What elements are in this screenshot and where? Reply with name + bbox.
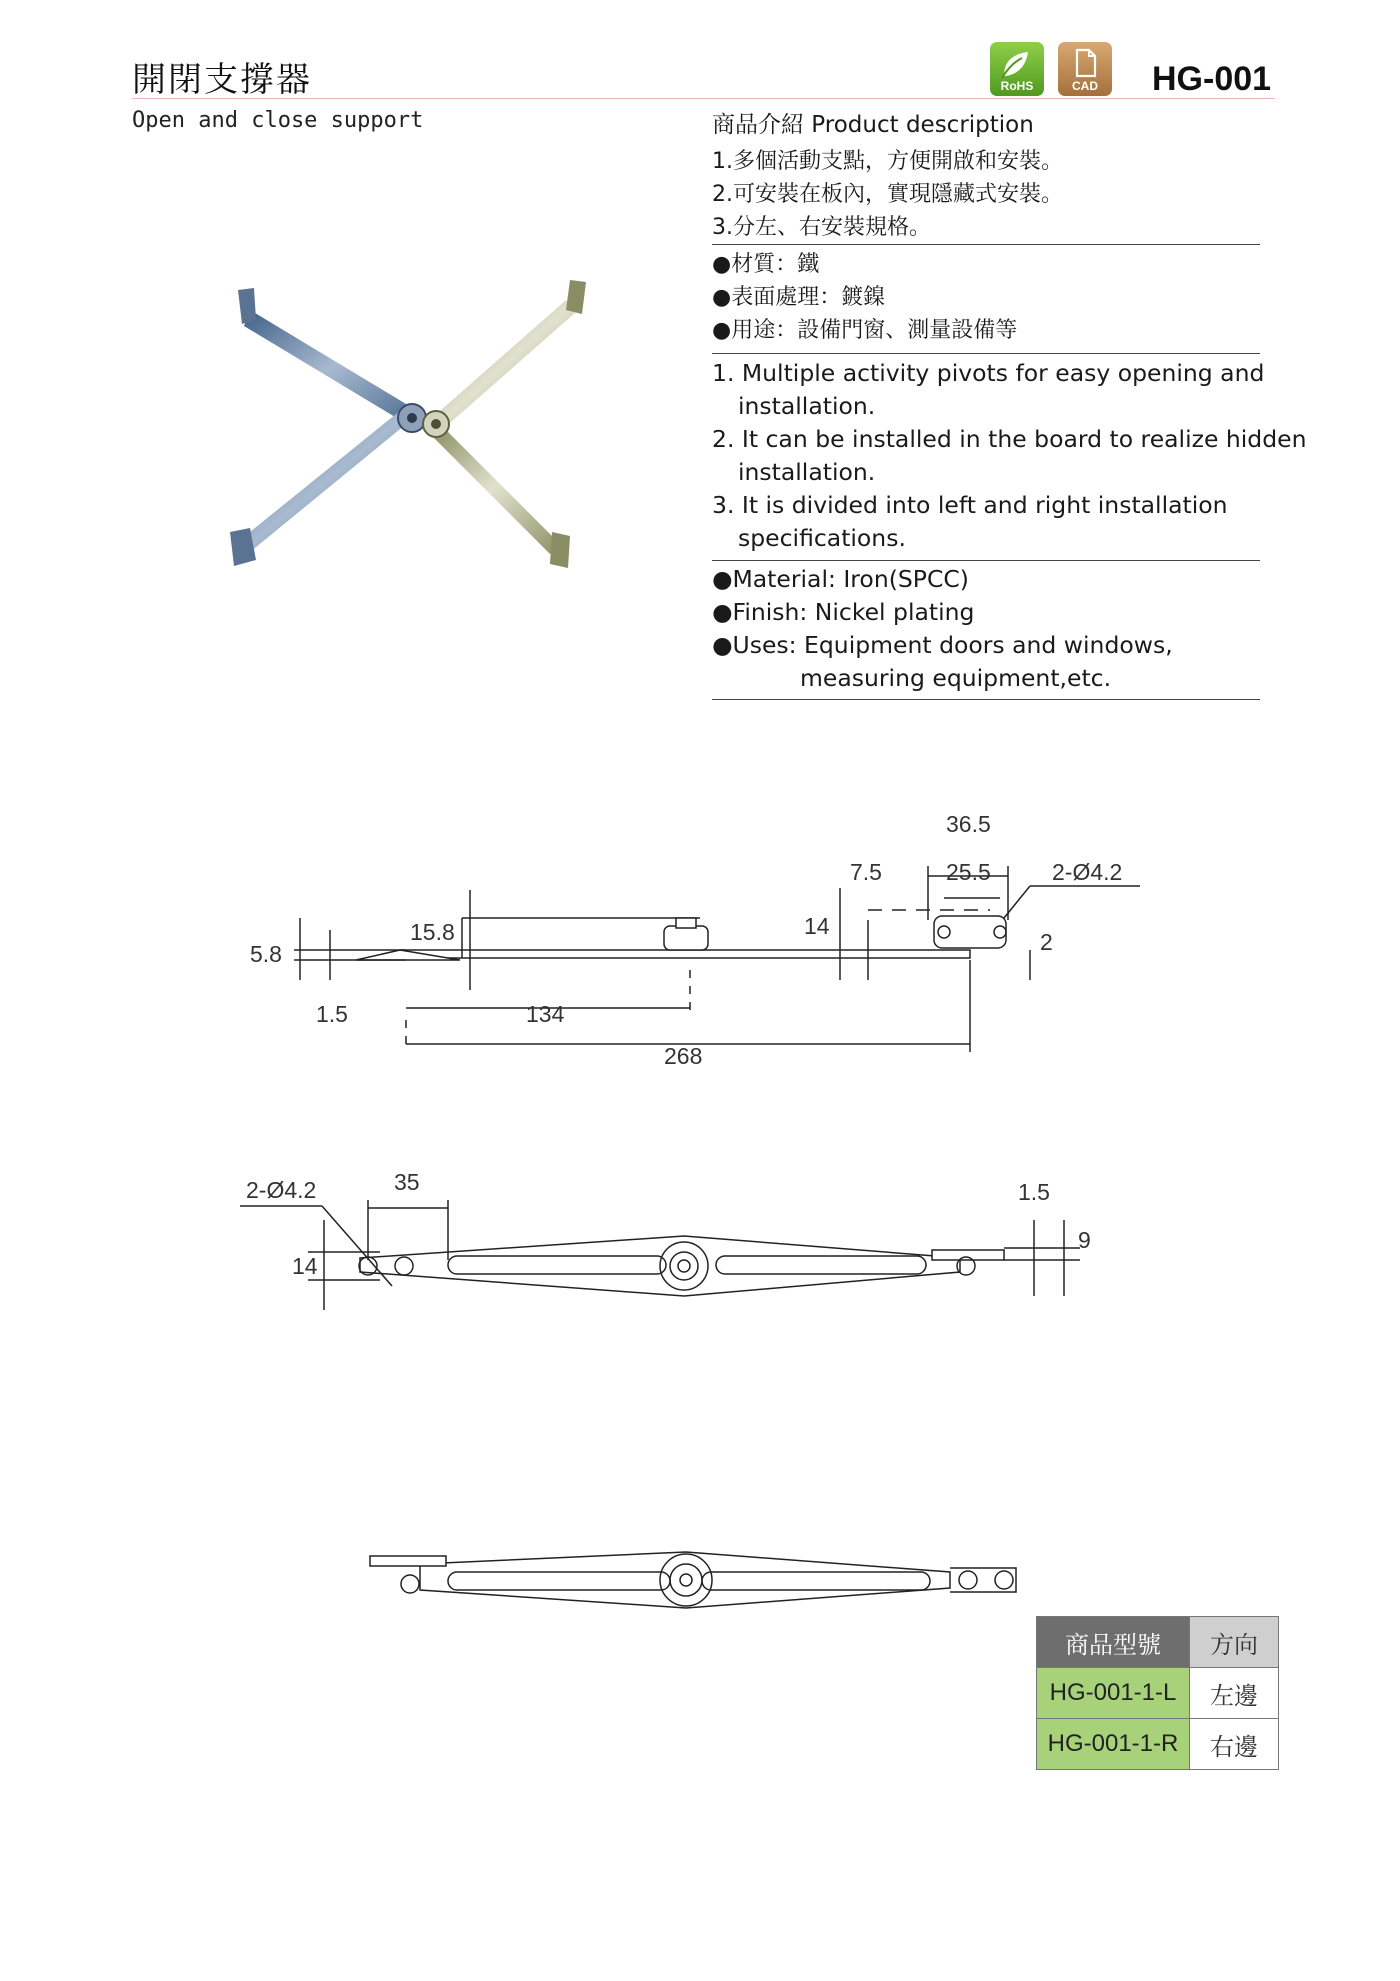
spec-zh: ●材質：鐵 <box>712 252 820 277</box>
feature-zh: 1.多個活動支點，方便開啟和安裝。 <box>712 149 1063 174</box>
table-row <box>1037 1668 1279 1719</box>
dim-hole: 2-Ø4.2 <box>1052 859 1123 885</box>
spec-en: ●Material: Iron(SPCC) <box>712 565 969 593</box>
left-support <box>230 288 426 566</box>
spec-en: ●Finish: Nickel plating <box>712 598 975 626</box>
section-divider <box>712 244 1260 245</box>
table-header-row <box>1037 1617 1279 1668</box>
feature-en: 3. It is divided into left and right installation <box>712 491 1228 519</box>
model-number: HG-001 <box>1152 60 1272 98</box>
dim-9: 9 <box>1078 1227 1091 1253</box>
specs-en <box>712 563 1272 695</box>
header-model: 商品型號 <box>1037 1617 1190 1668</box>
document-icon <box>1058 44 1112 84</box>
dim-268: 268 <box>664 1043 703 1069</box>
specs-zh <box>712 248 1272 347</box>
spec-en: ●Uses: Equipment doors and windows, <box>712 631 1173 659</box>
side-view-drawing <box>0 790 1400 1090</box>
page-subtitle: Open and close support <box>132 108 424 133</box>
right-support <box>423 280 586 568</box>
feature-en-cont: specifications. <box>738 524 906 552</box>
feature-en: 1. Multiple activity pivots for easy opening and <box>712 359 1265 387</box>
page-title: 開閉支撐器 <box>132 60 312 100</box>
section-divider <box>712 353 1260 354</box>
header-direction: 方向 <box>1190 1617 1279 1668</box>
dim-5-8: 5.8 <box>250 941 282 967</box>
features-en <box>712 357 1312 555</box>
rohs-badge <box>990 42 1044 96</box>
spec-zh: ●表面處理：鍍鎳 <box>712 285 886 310</box>
dim-35: 35 <box>394 1169 420 1195</box>
feature-en: 2. It can be installed in the board to realize hidden <box>712 425 1307 453</box>
leaf-icon <box>990 44 1044 84</box>
cell-model: HG-001-1-L <box>1037 1668 1190 1719</box>
section-divider <box>712 560 1260 561</box>
product-photo <box>220 270 600 590</box>
cad-badge <box>1058 42 1112 96</box>
feature-en-cont: installation. <box>738 458 876 486</box>
description-heading: 商品介紹 Product description <box>712 112 1034 138</box>
feature-zh: 3.分左、右安裝規格。 <box>712 215 931 240</box>
dim-15-8: 15.8 <box>410 919 455 945</box>
dim-hole: 2-Ø4.2 <box>246 1177 317 1203</box>
feature-zh: 2.可安裝在板內，實現隱藏式安裝。 <box>712 182 1063 207</box>
dim-1-5: 1.5 <box>1018 1179 1050 1205</box>
dim-14: 14 <box>292 1253 318 1279</box>
dim-36-5: 36.5 <box>946 811 991 837</box>
model-table <box>1036 1616 1279 1770</box>
spec-zh: ●用途：設備門窗、測量設備等 <box>712 318 1018 343</box>
dim-2: 2 <box>1040 929 1053 955</box>
table-row <box>1037 1719 1279 1770</box>
dim-25-5: 25.5 <box>946 859 991 885</box>
cell-direction: 右邊 <box>1190 1719 1279 1770</box>
dim-14: 14 <box>804 913 830 939</box>
features-zh <box>712 145 1272 244</box>
top-view-drawing <box>0 1160 1400 1330</box>
rohs-label: RoHS <box>1000 79 1034 93</box>
section-divider <box>712 699 1260 700</box>
feature-en-cont: installation. <box>738 392 876 420</box>
cell-direction: 左邊 <box>1190 1668 1279 1719</box>
dim-7-5: 7.5 <box>850 859 882 885</box>
header-divider <box>132 98 1275 99</box>
dim-1-5: 1.5 <box>316 1001 348 1027</box>
spec-en-cont: measuring equipment,etc. <box>800 664 1112 692</box>
dim-134: 134 <box>526 1001 565 1027</box>
cell-model: HG-001-1-R <box>1037 1719 1190 1770</box>
cad-label: CAD <box>1072 79 1098 93</box>
